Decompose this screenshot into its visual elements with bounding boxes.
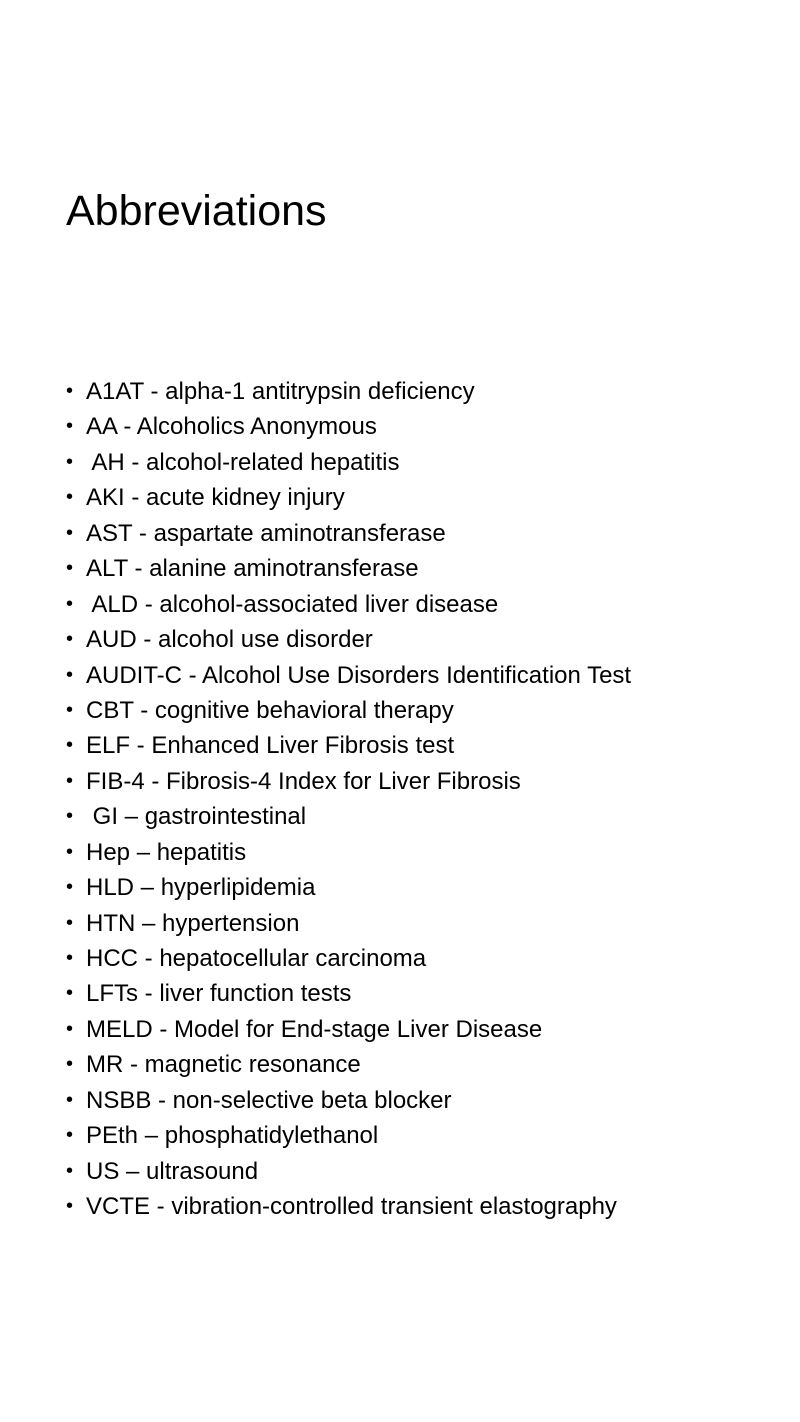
bullet-icon: • (66, 1195, 74, 1218)
bullet-icon: • (66, 876, 74, 899)
bullet-icon: • (66, 628, 74, 651)
list-item (66, 1083, 786, 1118)
list-item (66, 658, 786, 693)
list-item (66, 835, 786, 870)
bullet-icon: • (66, 486, 74, 509)
abbreviation-text: PEth – phosphatidylethanol (86, 1122, 379, 1150)
bullet-icon: • (66, 769, 74, 792)
list-item (66, 445, 786, 480)
bullet-icon: • (66, 521, 74, 544)
bullet-icon: • (66, 911, 74, 934)
abbreviation-text: CBT - cognitive behavioral therapy (86, 696, 454, 724)
list-item (66, 976, 786, 1011)
list-item (66, 693, 786, 728)
list-item (66, 764, 786, 799)
abbreviation-text: AH - alcohol-related hepatitis (86, 448, 400, 476)
abbreviation-text: FIB-4 - Fibrosis-4 Index for Liver Fibrosis (86, 767, 521, 795)
abbreviation-text: VCTE - vibration-controlled transient elastography (86, 1193, 617, 1221)
abbreviation-text: MELD - Model for End-stage Liver Disease (86, 1015, 543, 1043)
abbreviation-text: AA - Alcoholics Anonymous (86, 413, 377, 441)
list-item (66, 941, 786, 976)
bullet-icon: • (66, 947, 74, 969)
bullet-icon: • (66, 1088, 74, 1111)
list-item (66, 1047, 786, 1082)
abbreviation-text: AUD - alcohol use disorder (86, 626, 373, 654)
abbreviation-text: MR - magnetic resonance (86, 1051, 361, 1079)
bullet-icon: • (66, 1053, 74, 1076)
bullet-icon: • (66, 698, 74, 721)
abbreviation-text: LFTs - liver function tests (86, 980, 352, 1008)
abbreviation-text: GI – gastrointestinal (86, 803, 307, 831)
abbreviation-text: HCC - hepatocellular carcinoma (86, 945, 427, 972)
list-item (66, 551, 786, 586)
abbreviation-text: HTN – hypertension (86, 909, 300, 937)
abbreviation-text: ALD - alcohol-associated liver disease (86, 590, 499, 618)
abbreviation-list (66, 374, 786, 1225)
abbreviation-text: HLD – hyperlipidemia (86, 874, 316, 902)
bullet-icon: • (66, 592, 74, 615)
abbreviation-text: A1AT - alpha-1 antitrypsin deficiency (86, 378, 475, 405)
list-item (66, 480, 786, 515)
list-item (66, 906, 786, 941)
list-item (66, 622, 786, 657)
abbreviation-text: AKI - acute kidney injury (86, 484, 345, 512)
bullet-icon: • (66, 380, 74, 402)
bullet-icon: • (66, 1159, 74, 1182)
page-title: Abbreviations (66, 187, 327, 235)
bullet-icon: • (66, 1017, 74, 1040)
bullet-icon: • (66, 415, 74, 438)
list-item (66, 516, 786, 551)
abbreviation-text: US – ultrasound (86, 1157, 259, 1185)
list-item (66, 587, 786, 622)
abbreviation-text: NSBB - non-selective beta blocker (86, 1086, 452, 1114)
list-item (66, 870, 786, 905)
list-item (66, 799, 786, 834)
abbreviation-text: Hep – hepatitis (86, 838, 247, 866)
list-item (66, 1012, 786, 1047)
list-item (66, 409, 786, 444)
list-item (66, 1118, 786, 1153)
bullet-icon: • (66, 557, 74, 580)
bullet-icon: • (66, 450, 74, 473)
abbreviation-text: ALT - alanine aminotransferase (86, 555, 419, 583)
list-item (66, 374, 786, 409)
abbreviation-text: ELF - Enhanced Liver Fibrosis test (86, 732, 455, 760)
list-item (66, 1189, 786, 1224)
bullet-icon: • (66, 840, 74, 863)
bullet-icon: • (66, 734, 74, 757)
list-item (66, 728, 786, 763)
bullet-icon: • (66, 805, 74, 828)
bullet-icon: • (66, 1124, 74, 1147)
bullet-icon: • (66, 663, 74, 686)
list-item (66, 1154, 786, 1189)
abbreviation-text: AST - aspartate aminotransferase (86, 519, 446, 547)
bullet-icon: • (66, 982, 74, 1005)
abbreviation-text: AUDIT-C - Alcohol Use Disorders Identification Test (86, 661, 632, 689)
